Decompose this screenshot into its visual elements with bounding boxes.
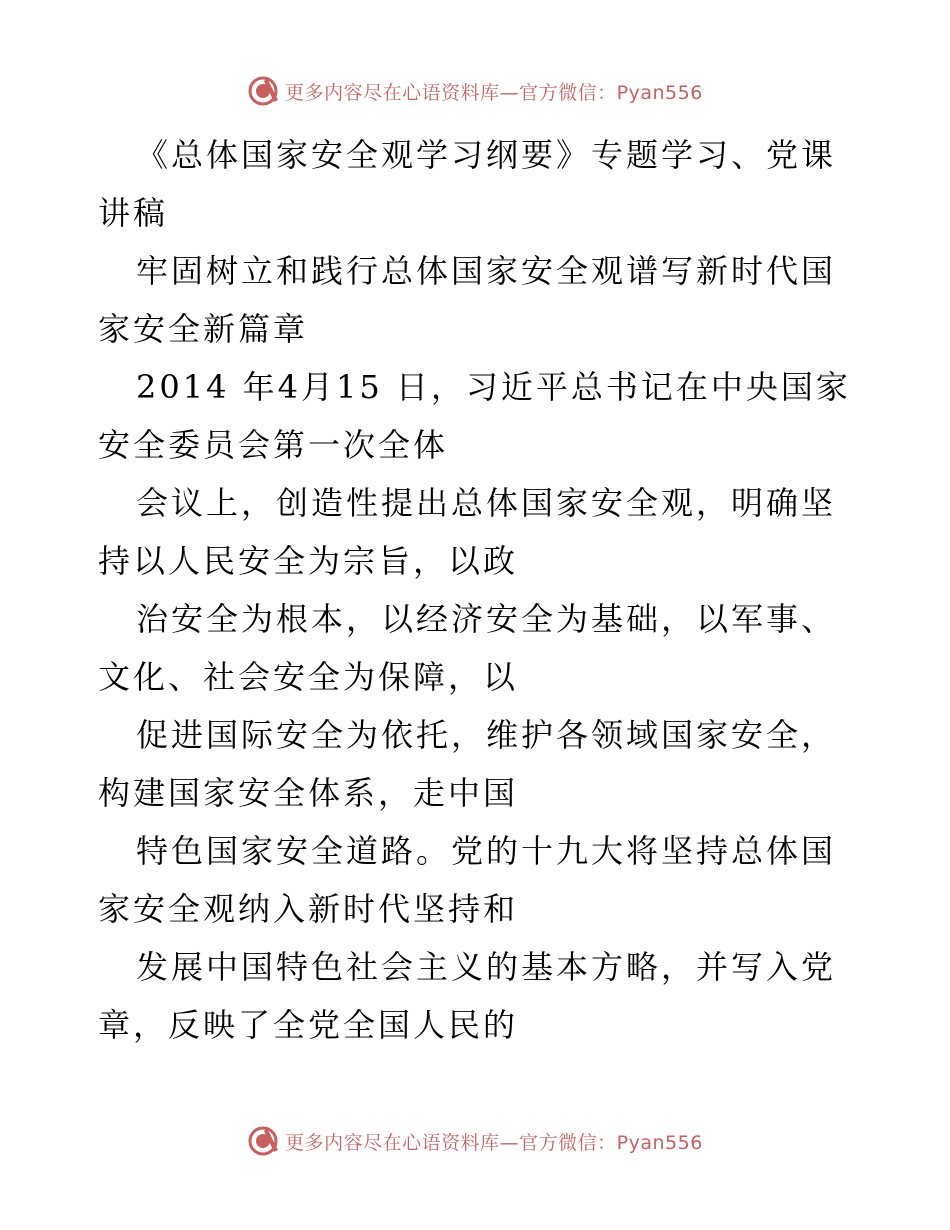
body-paragraph: 特色国家安全道路。党的十九大将坚持总体国家安全观纳入新时代坚持和 [98,832,837,928]
document-subtitle: 牢固树立和践行总体国家安全观谱写新时代国家安全新篇章 [98,252,837,348]
footer-banner-text: 更多内容尽在心语资料库—官方微信：Pyan556 [285,1131,703,1154]
body-paragraph: 会议上，创造性提出总体国家安全观，明确坚持以人民安全为宗旨，以政 [98,484,837,580]
body-paragraph: 治安全为根本，以经济安全为基础，以军事、文化、社会安全为保障，以 [98,600,837,696]
body-paragraph: 促进国际安全为依托，维护各领域国家安全，构建国家安全体系，走中国 [98,716,837,812]
document-title: 《总体国家安全观学习纲要》专题学习、党课讲稿 [98,136,837,232]
body-paragraph: 发展中国特色社会主义的基本方略，并写入党章，反映了全党全国人民的 [98,948,837,1044]
document-body [98,126,854,1054]
footer-banner [0,1121,950,1161]
body-paragraph: 2014 年4月15 日，习近平总书记在中央国家安全委员会第一次全体 [98,368,851,464]
pen-circle-logo-icon [247,1124,281,1158]
header-banner-text: 更多内容尽在心语资料库—官方微信：Pyan556 [285,81,703,104]
pen-circle-logo-icon [247,74,281,108]
header-banner [0,71,950,111]
